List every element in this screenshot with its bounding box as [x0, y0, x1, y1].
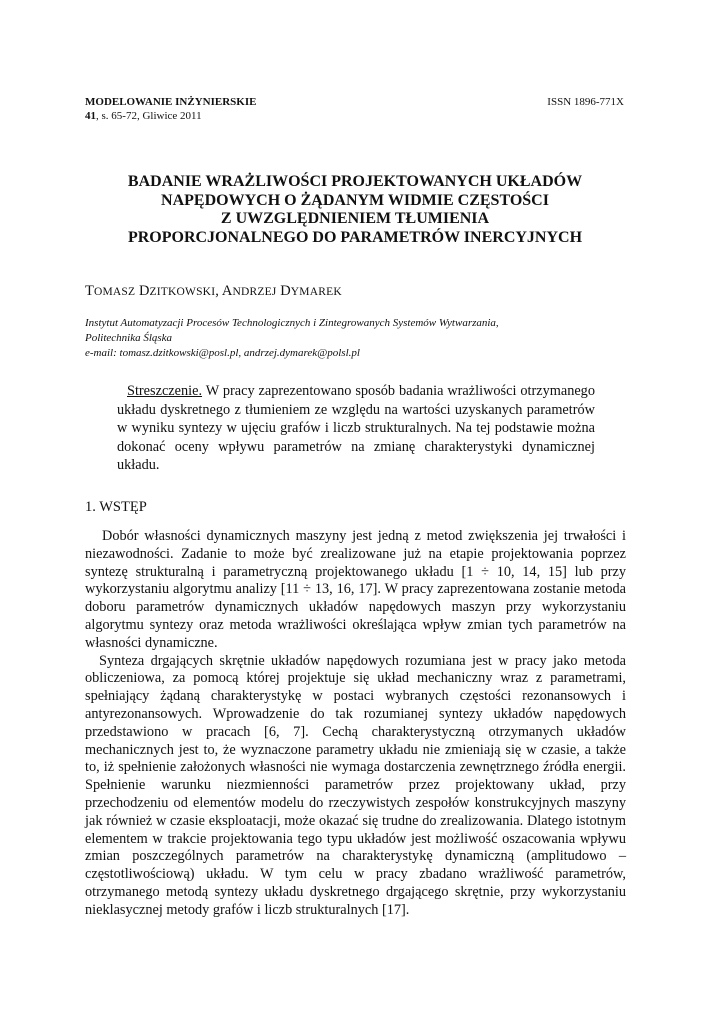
- title-line: Z UWZGLĘDNIENIEM TŁUMIENIA: [220, 210, 490, 227]
- author-smallcaps: ZITKOWSKI: [149, 286, 216, 298]
- paragraph: Dobór własności dynamicznych maszyny jest jedną z metod zwiększenia jej trwałości i niezawodności. Zadanie to może być zrealizowane już na etapie projektowania poprzez syntezę strukturalną i parametryczną projektowanego układu [1 ÷ 10, 14, 15] lub przy wykorzystaniu algorytmu analizy [11 ÷ 13, 16, 17]. W pracy zaprezentowana zostanie metoda doboru parametrów dynamicznych układów napędowych maszyn przy wykorzystaniu algorytmu syntezy oraz metoda wrażliwości określająca wpływ zmian tych parametrów na własności dynamiczne.: [85, 528, 626, 651]
- journal-header: [85, 95, 256, 123]
- affiliation: [85, 316, 625, 361]
- affiliation-university: Politechnika Śląska: [85, 332, 173, 344]
- title-line: PROPORCJONALNEGO DO PARAMETRÓW INERCYJNYCH: [127, 228, 583, 246]
- paper-title: [85, 173, 625, 247]
- journal-name: MODELOWANIE INŻYNIERSKIE: [85, 96, 257, 108]
- affiliation-email: e-mail: tomasz.dzitkowski@posl.pl, andrzej.dymarek@polsl.pl: [85, 347, 360, 359]
- journal-pages: , s. 65-72, Gliwice 2011: [96, 110, 202, 122]
- abstract: [117, 382, 595, 475]
- author-smallcaps: OMASZ: [93, 286, 136, 298]
- journal-citation: [85, 109, 256, 123]
- abstract-label: Streszczenie.: [127, 383, 203, 399]
- author-smallcaps: YMAREK: [290, 286, 342, 298]
- title-line: BADANIE WRAŻLIWOŚCI PROJEKTOWANYCH UKŁADÓW: [127, 173, 583, 190]
- body-text: [85, 528, 626, 920]
- affiliation-institute: Instytut Automatyzacji Procesów Technologicznych i Zintegrowanych Systemów Wytwarzania,: [85, 317, 499, 329]
- author-initial: D: [280, 283, 291, 299]
- author-separator: ,: [215, 283, 222, 299]
- author-initial: D: [138, 283, 150, 299]
- issn: ISSN 1896-771X: [547, 96, 624, 108]
- author-initial: A: [221, 283, 233, 299]
- authors: [85, 283, 342, 300]
- author-smallcaps: NDRZEJ: [232, 286, 277, 298]
- journal-volume: 41: [85, 110, 96, 122]
- section-heading: 1. WSTĘP: [85, 499, 147, 515]
- title-line: NAPĘDOWYCH O ŻĄDANYM WIDMIE CZĘSTOŚCI: [161, 191, 549, 209]
- author-initial: T: [85, 283, 94, 299]
- paragraph: Synteza drgających skrętnie układów napędowych rozumiana jest w pracy jako metoda obliczeniowa, za pomocą której projektuje się układ mechaniczny wraz z parametrami, spełniający żądaną charakterystykę w postaci wybranych częstości rezonansowych i antyrezonansowych. Wprowadzenie do tak rozumianej syntezy układów napędowych przedstawiono w pracach [6, 7]. Cechą charakterystyczną otrzymanych układów mechanicznych jest to, że wyznaczone parametry układu nie zmieniają się w czasie, a także to, iż spełnienie założonych własności nie wymaga dostarczenia zewnętrznego źródła energii. Spełnienie warunku niezmienności parametrów przez projektowany układ, przy przechodzeniu od elementów modelu do rzeczywistych zespołów konstrukcyjnych maszyny jak również w czasie eksploatacji, może okazać się trudne do zrealizowania. Dlatego istotnym elementem w trakcie projektowania tego typu układów jest możliwość oszacowania wpływu zmian poszczególnych parametrów na charakterystykę dynamiczną (amplitudowo – częstotliwościową) układu. W tym celu w pracy zbadano wrażliwość parametrów, otrzymanego metodą syntezy układu dyskretnego drgającego skrętnie, przy wykorzystaniu nieklasycznej metody grafów i liczb strukturalnych [17].: [85, 652, 626, 918]
- abstract-text: W pracy zaprezentowano sposób badania wrażliwości otrzymanego układu dyskretnego z tłumieniem ze względu na wartości uzyskanych parametrów w wyniku syntezy w ujęciu grafów i liczb strukturalnych. Na tej podstawie można dokonać oceny wpływu parametrów na zmianę charakterystyki dynamicznej układu.: [117, 383, 595, 473]
